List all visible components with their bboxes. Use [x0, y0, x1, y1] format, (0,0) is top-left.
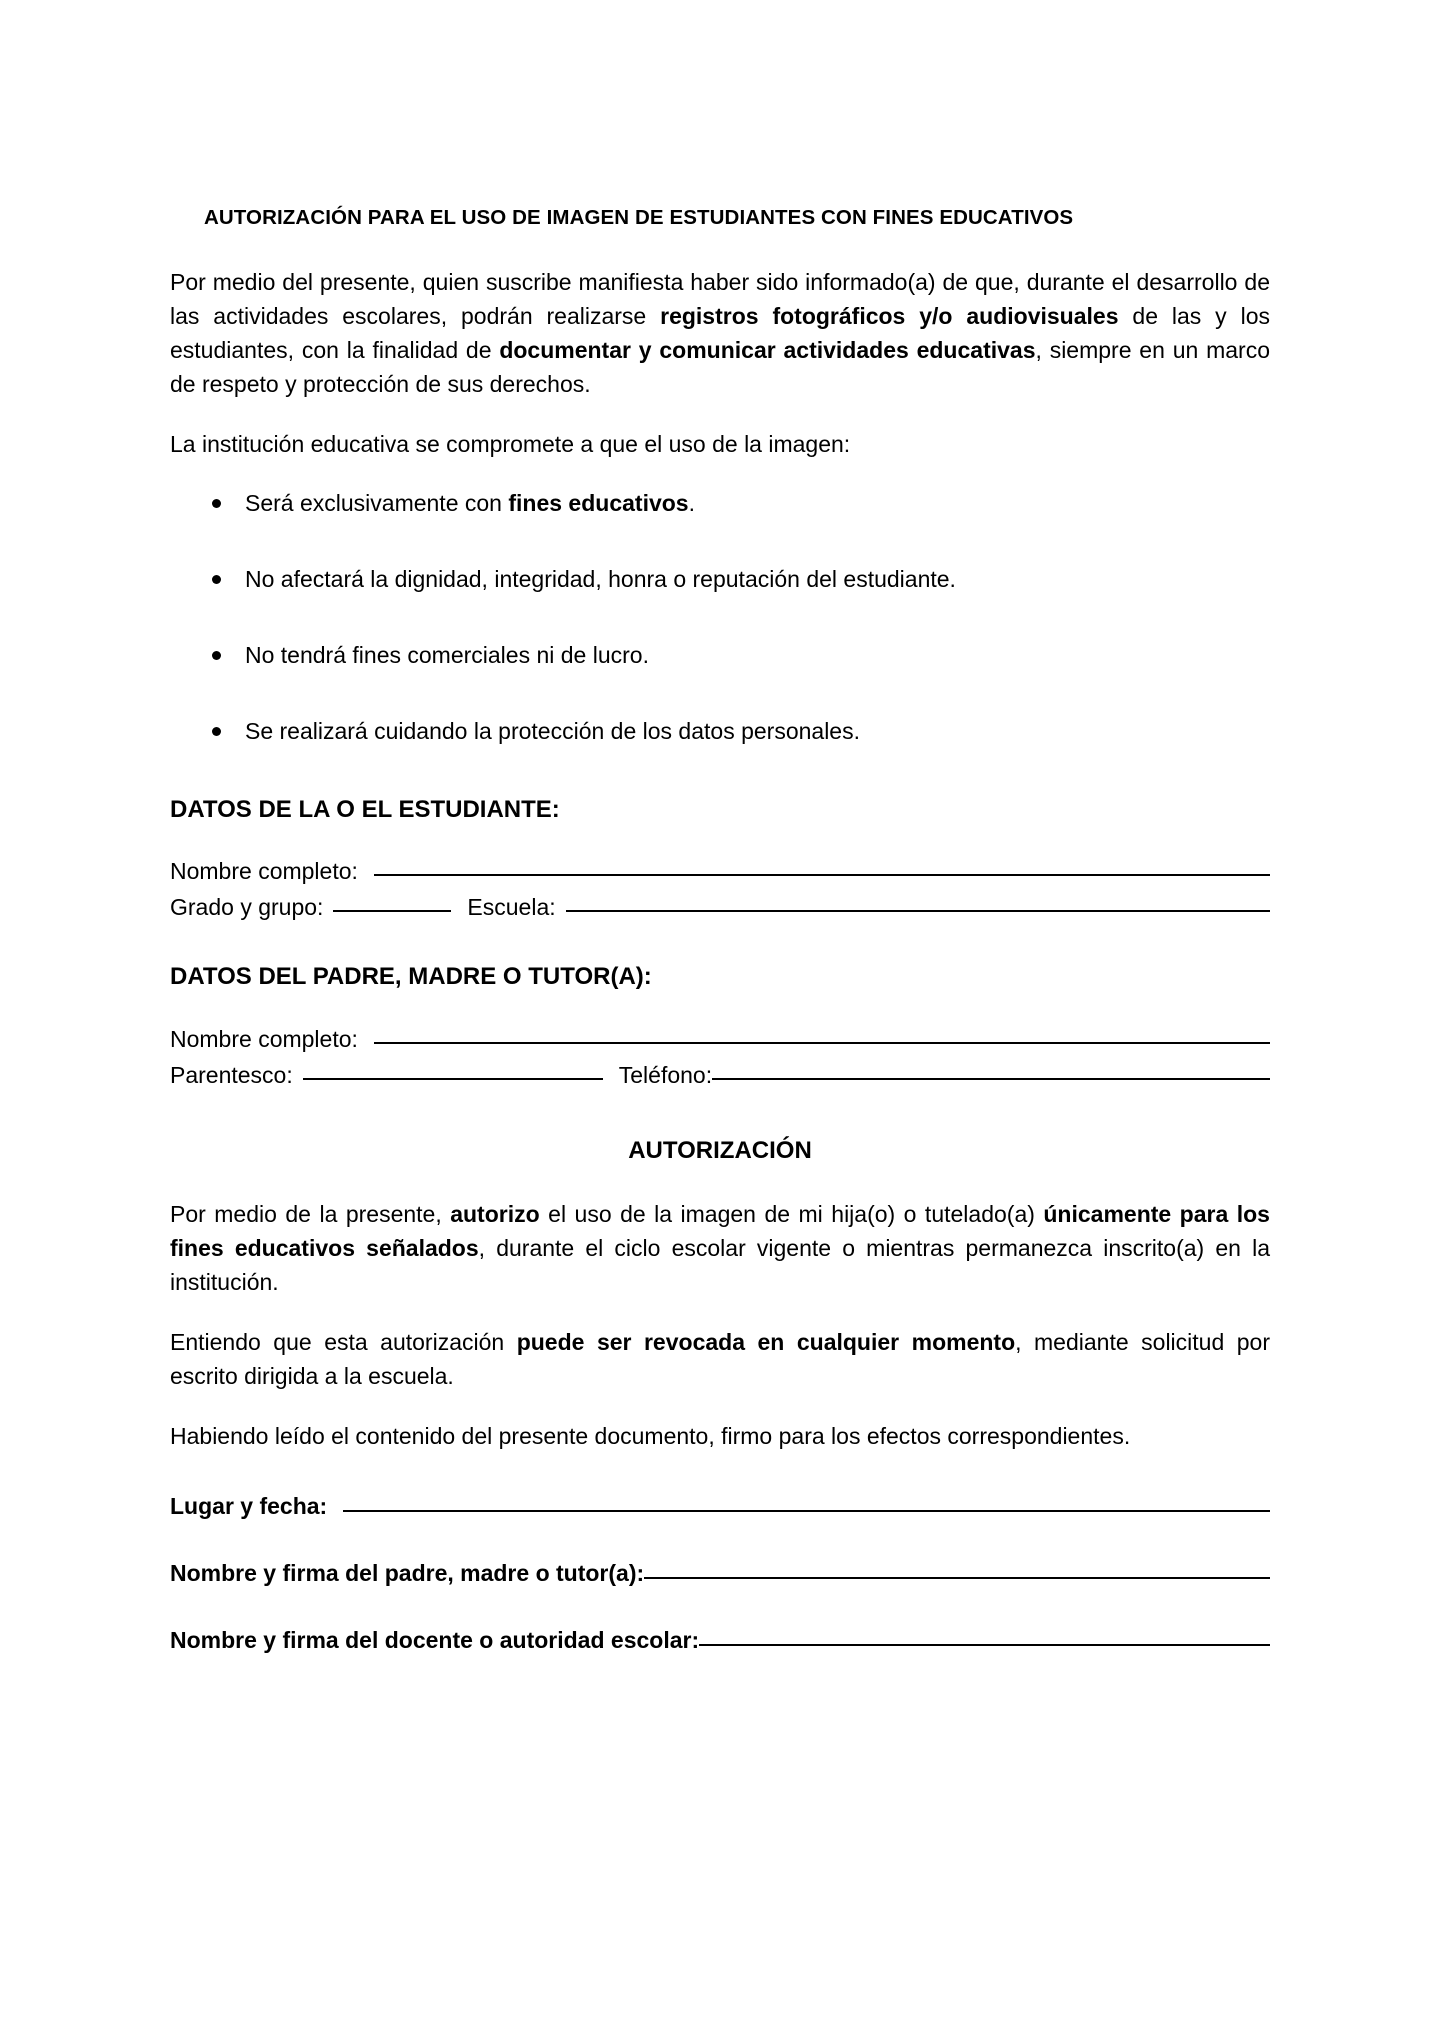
auth1-part1: Por medio de la presente, — [170, 1201, 451, 1228]
commitment-text: No afectará la dignidad, integridad, honra o reputación del estudiante. — [245, 565, 956, 592]
student-name-input[interactable] — [374, 874, 1270, 876]
guardian-phone-input[interactable] — [712, 1078, 1270, 1080]
place-date-label: Lugar y fecha: — [170, 1493, 328, 1520]
auth1-bold-fines: únicamente para los fines educativos señalados — [170, 1201, 1270, 1262]
list-item — [170, 715, 1270, 747]
signature-block — [170, 1493, 1270, 1654]
intro-text-part3: , siempre en un marco de respeto y protección de sus derechos. — [170, 336, 1270, 397]
place-date-input[interactable] — [343, 1510, 1270, 1512]
document-body — [170, 205, 1270, 1694]
guardian-relationship-label: Parentesco: — [170, 1061, 293, 1088]
guardian-relationship-phone-row — [170, 1057, 1270, 1093]
commitment-text: Se realizará cuidando la protección de los datos personales. — [245, 718, 860, 745]
student-grade-label: Grado y grupo: — [170, 894, 324, 921]
student-name-label: Nombre completo: — [170, 857, 358, 884]
list-item — [170, 563, 1270, 595]
guardian-section-heading: DATOS DEL PADRE, MADRE O TUTOR(A): — [170, 963, 652, 991]
authorization-heading: AUTORIZACIÓN — [628, 1137, 812, 1165]
student-fields — [170, 853, 1270, 926]
page-title: AUTORIZACIÓN PARA EL USO DE IMAGEN DE ESTUDIANTES CON FINES EDUCATIVOS — [204, 206, 1074, 229]
commitment-text: Será exclusivamente con — [245, 489, 509, 516]
auth1-bold-autorizo: autorizo — [450, 1201, 540, 1228]
intro-text-part1: Por medio del presente, quien suscribe manifiesta haber sido informado(a) de que, durante el desarrollo de las actividades escolares, podrán realizarse — [170, 268, 1270, 329]
intro-paragraph — [170, 265, 1270, 401]
authorization-paragraph-2 — [170, 1325, 1270, 1393]
commitment-tail: . — [688, 489, 695, 516]
intro-text-part2: de las y los estudiantes, con la finalidad de — [170, 302, 1270, 363]
student-name-row — [170, 853, 1270, 889]
list-item — [170, 487, 1270, 519]
authorization-paragraph-1 — [170, 1197, 1270, 1299]
guardian-signature-input[interactable] — [644, 1577, 1270, 1579]
student-school-label: Escuela: — [467, 894, 556, 921]
guardian-signature-row — [170, 1560, 1270, 1587]
intro-bold-registros: registros fotográficos y/o audiovisuales — [660, 302, 1119, 329]
teacher-signature-input[interactable] — [699, 1644, 1270, 1646]
list-item — [170, 639, 1270, 671]
student-section-heading: DATOS DE LA O EL ESTUDIANTE: — [170, 795, 560, 823]
intro-bold-documentar: documentar y comunicar actividades educativas — [499, 336, 1036, 363]
guardian-signature-label: Nombre y firma del padre, madre o tutor(a): — [170, 1560, 645, 1587]
auth2-bold-revocada: puede ser revocada en cualquier momento — [516, 1329, 1016, 1356]
guardian-phone-label: Teléfono: — [618, 1061, 713, 1088]
place-date-row — [170, 1493, 1270, 1520]
guardian-name-row — [170, 1021, 1270, 1057]
teacher-signature-label: Nombre y firma del docente o autoridad escolar: — [170, 1627, 700, 1654]
teacher-signature-row — [170, 1627, 1270, 1654]
auth1-part2: el uso de la imagen de mi hija(o) o tutelado(a) — [539, 1201, 1044, 1228]
commitments-list — [170, 487, 1270, 748]
guardian-relationship-input[interactable] — [303, 1078, 603, 1080]
commitment-text: No tendrá fines comerciales ni de lucro. — [245, 642, 649, 669]
guardian-fields — [170, 1021, 1270, 1094]
student-grade-input[interactable] — [333, 910, 451, 912]
authorization-paragraph-3: Habiendo leído el contenido del presente documento, firmo para los efectos correspondientes. — [170, 1423, 1131, 1450]
commitment-bold: fines educativos — [508, 489, 689, 516]
auth2-part1: Entiendo que esta autorización — [170, 1329, 517, 1356]
guardian-name-label: Nombre completo: — [170, 1025, 358, 1052]
auth1-part3: , durante el ciclo escolar vigente o mientras permanezca inscrito(a) en la institución. — [170, 1235, 1270, 1296]
student-school-input[interactable] — [566, 910, 1270, 912]
guardian-name-input[interactable] — [374, 1042, 1270, 1044]
student-grade-school-row — [170, 889, 1270, 925]
commitment-lead-paragraph: La institución educativa se compromete a que el uso de la imagen: — [170, 430, 851, 457]
auth2-part2: , mediante solicitud por escrito dirigida a la escuela. — [170, 1329, 1270, 1390]
